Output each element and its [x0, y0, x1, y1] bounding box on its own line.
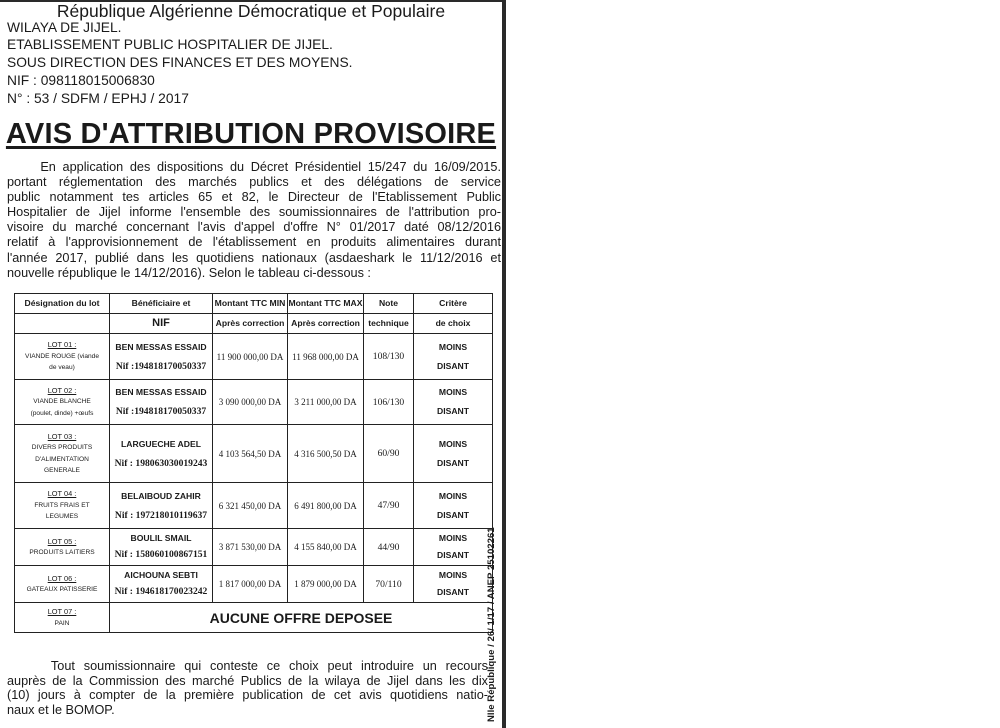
beneficiary-name: BOULIL SMAIL [130, 533, 192, 543]
intro-line: l'année 2017, publié dans les quotidiens nationaux (asdaeshark le 11/12/2016 et [7, 250, 501, 265]
criterion: DISANT [437, 457, 469, 468]
lot-number: LOT 02 : [47, 385, 77, 395]
amount-max: 11 968 000,00 DA [288, 334, 364, 380]
technical-note: 44/90 [364, 529, 414, 566]
criterion: DISANT [437, 550, 469, 560]
header-max-sub: Après correction [288, 314, 364, 334]
technical-note: 70/110 [364, 566, 414, 603]
reference-number-line: N° : 53 / SDFM / EPHJ / 2017 [7, 91, 189, 106]
amount-max: 1 879 000,00 DA [288, 566, 364, 603]
intro-line: visoire du marché concernant l'avis d'appel d'offre N° 01/2017 daté 08/12/2016 [7, 220, 501, 235]
beneficiary-nif: Nif : 158060100867151 [114, 549, 208, 560]
criterion: MOINS [438, 490, 468, 501]
amount-max: 4 155 840,00 DA [288, 529, 364, 566]
technical-note: 108/130 [364, 334, 414, 380]
header-nif: NIF [110, 314, 213, 334]
header-crit-sub: de choix [414, 314, 493, 334]
lot-number: LOT 03 : [47, 431, 77, 441]
republic-heading: République Algérienne Démocratique et Populaire [56, 1, 446, 21]
table-row [15, 334, 493, 380]
lot-desc: D'ALIMENTATION [35, 455, 89, 463]
technical-note: 106/130 [364, 380, 414, 425]
beneficiary-name: AICHOUNA SEBTI [124, 570, 198, 580]
header-max: Montant TTC MAX [288, 294, 364, 314]
table-row [15, 380, 493, 425]
table-row [15, 529, 493, 566]
wilaya-line: WILAYA DE JIJEL. [7, 20, 122, 35]
lot-desc: FRUITS FRAIS ET [34, 501, 90, 509]
beneficiary-name: BEN MESSAS ESSAID [115, 341, 207, 352]
lot-desc: (poulet, dinde) +œufs [30, 409, 94, 417]
technical-note: 60/90 [364, 425, 414, 483]
lot-number: LOT 01 : [47, 340, 77, 350]
intro-line: Hospitalier de Jijel informe l'ensemble des soumissionnaires de l'attribution pro- [7, 205, 501, 220]
criterion: DISANT [437, 406, 469, 416]
beneficiary-name: LARGUECHE ADEL [121, 438, 201, 449]
beneficiary-nif: Nif :194818170050337 [115, 360, 207, 372]
amount-min: 6 321 450,00 DA [213, 483, 288, 529]
intro-line: portant réglementation des marchés publics et des délégations de service [7, 175, 501, 190]
lot-desc: PAIN [54, 619, 70, 627]
amount-min: 3 871 530,00 DA [213, 529, 288, 566]
amount-max: 3 211 000,00 DA [288, 380, 364, 425]
beneficiary-name: BELAIBOUD ZAHIR [121, 490, 201, 501]
nif-line: NIF : 098118015006830 [7, 73, 155, 88]
lot-desc: GATEAUX PATISSERIE [26, 586, 98, 593]
closing-line: Tout soumissionnaire qui conteste ce choix peut introduire un recours [7, 659, 488, 673]
closing-line: auprès de la Commission des marché Publics de la wilaya de Jijel dans les dix [7, 673, 488, 688]
direction-line: SOUS DIRECTION DES FINANCES ET DES MOYENS. [7, 55, 353, 70]
table-row [15, 483, 493, 529]
intro-line: relatif à l'approvisionnement de l'établissement en produits alimentaires durant [7, 235, 501, 250]
lot-number: LOT 07 : [47, 607, 77, 616]
header-min: Montant TTC MIN [213, 294, 288, 314]
intro-line: En application des dispositions du Décret Présidentiel 15/247 du 16/09/2015. [7, 160, 501, 174]
beneficiary-nif: Nif : 194618170023242 [114, 586, 208, 597]
table-row [15, 566, 493, 603]
header-min-sub: Après correction [213, 314, 288, 334]
beneficiary-nif: Nif :194818170050337 [115, 406, 207, 417]
intro-line: nouvelle république le 14/12/2016). Selon le tableau ci-dessous : [7, 265, 371, 280]
criterion: DISANT [437, 509, 469, 520]
header-lot: Désignation du lot [15, 294, 110, 314]
criterion: MOINS [438, 387, 468, 397]
table-row [15, 425, 493, 483]
criterion: DISANT [437, 360, 469, 371]
no-offer-text: AUCUNE OFFRE DEPOSEE [110, 603, 493, 633]
beneficiary-name: BEN MESSAS ESSAID [115, 387, 207, 397]
beneficiary-nif: Nif : 197218010119637 [114, 509, 208, 521]
amount-min: 3 090 000,00 DA [213, 380, 288, 425]
right-column-rule [502, 0, 506, 728]
header-note-sub: technique [364, 314, 414, 334]
lot-desc: VIANDE ROUGE (viande [24, 352, 100, 360]
amount-max: 4 316 500,50 DA [288, 425, 364, 483]
technical-note: 47/90 [364, 483, 414, 529]
criterion: MOINS [438, 570, 468, 580]
lot-desc: PRODUITS LAITIERS [29, 549, 95, 556]
lot-desc: GENERALE [44, 467, 80, 474]
header-crit: Critère [414, 294, 493, 314]
closing-line: naux et le BOMOP. [7, 702, 115, 717]
criterion: MOINS [438, 533, 468, 543]
closing-paragraph [7, 659, 488, 717]
amount-min: 11 900 000,00 DA [213, 334, 288, 380]
criterion: MOINS [438, 438, 468, 449]
establishment-line: ETABLISSEMENT PUBLIC HOSPITALIER DE JIJEL. [7, 37, 333, 52]
lot-desc: VIANDE BLANCHE [33, 398, 91, 406]
table-row [15, 603, 493, 633]
header-benef: Bénéficiaire et [110, 294, 213, 314]
publication-reference: Nlle République / 26/ 1/17 / ANEP 25102261 [486, 527, 497, 722]
lot-desc: LEGUMES [45, 513, 79, 521]
attribution-table [14, 293, 493, 633]
closing-line: (10) jours à compter de la première publication de cet avis quotidiens natio- [7, 688, 488, 703]
beneficiary-nif: Nif : 198063030019243 [114, 457, 208, 469]
intro-paragraph [7, 160, 501, 281]
lot-number: LOT 04 : [47, 489, 77, 499]
lot-number: LOT 06 : [47, 573, 77, 583]
header-note: Note [364, 294, 414, 314]
amount-max: 6 491 800,00 DA [288, 483, 364, 529]
criterion: MOINS [438, 341, 468, 352]
lot-desc: de veau) [49, 364, 75, 372]
notice-title: AVIS D'ATTRIBUTION PROVISOIRE [5, 118, 497, 150]
criterion: DISANT [437, 587, 469, 597]
lot-number: LOT 05 : [47, 536, 77, 546]
amount-min: 1 817 000,00 DA [213, 566, 288, 603]
amount-min: 4 103 564,50 DA [213, 425, 288, 483]
intro-line: public notamment tes articles 65 et 82, le Directeur de l'Etablissement Public [7, 190, 501, 205]
lot-desc: DIVERS PRODUITS [31, 444, 93, 451]
